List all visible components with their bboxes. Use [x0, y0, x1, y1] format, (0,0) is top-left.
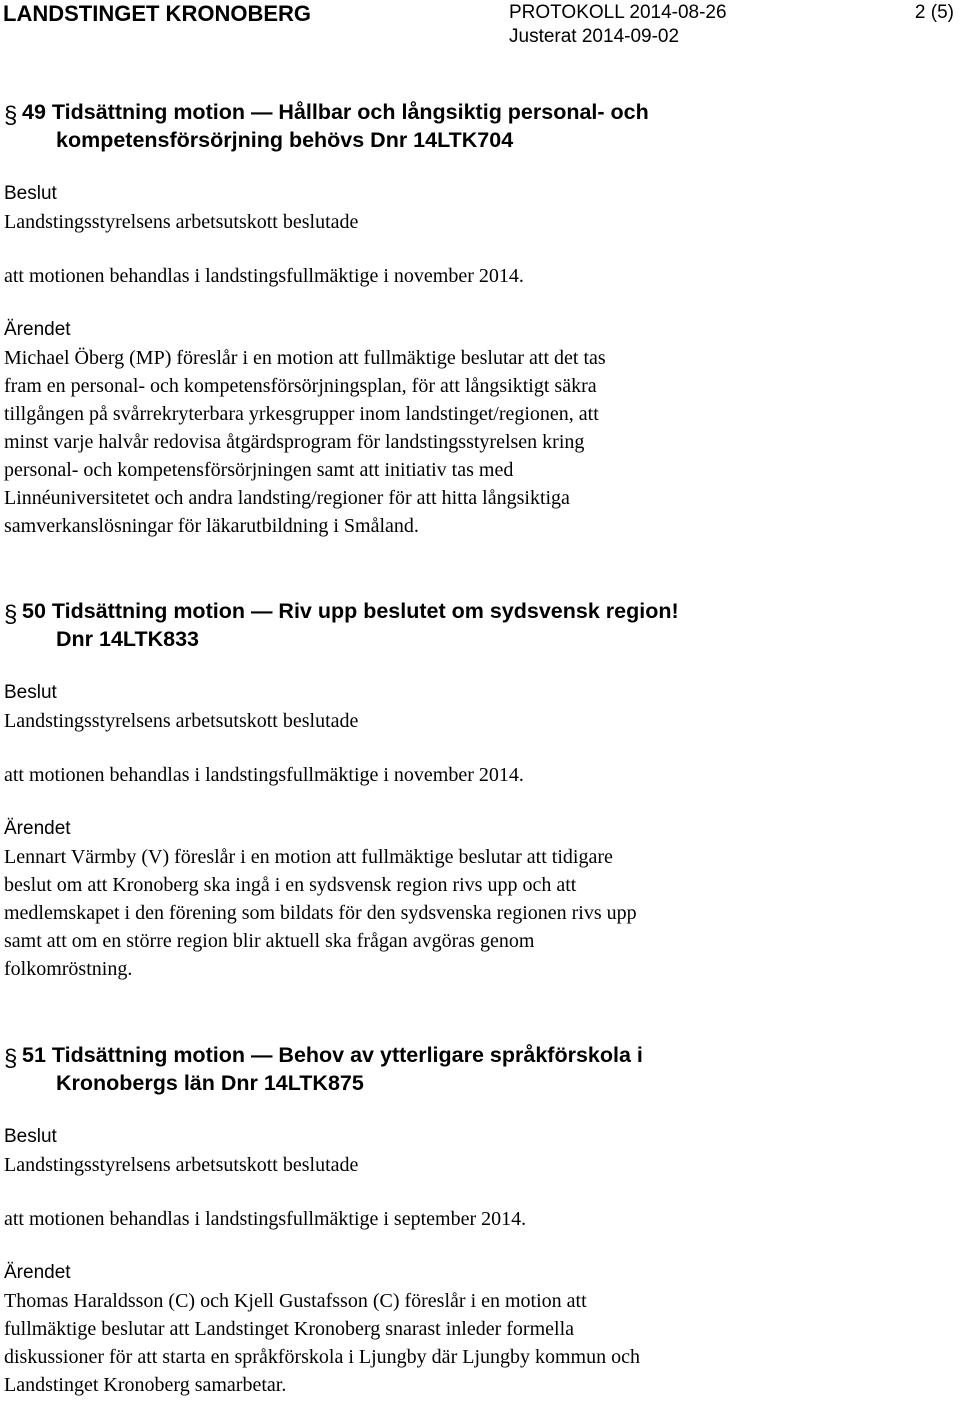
heading-line: Kronobergs län Dnr 14LTK875 — [56, 1071, 364, 1095]
paragraph-symbol: § — [4, 102, 18, 129]
page-number: 2 (5) — [914, 2, 954, 23]
decision-text: att motionen behandlas i landstingsfullmäktige i november 2014. — [4, 265, 524, 287]
matter-line: samverkanslösningar för läkarutbildning i Småland. — [4, 515, 419, 537]
matter-line: fullmäktige beslutar att Landstinget Kronoberg snarast inleder formella — [4, 1318, 575, 1340]
matter-line: fram en personal- och kompetensförsörjningsplan, för att långsiktigt säkra — [4, 375, 597, 397]
decision-label: Beslut — [4, 1126, 57, 1147]
matter-line: Landstinget Kronoberg samarbetar. — [4, 1374, 287, 1396]
matter-line: tillgången på svårrekryterbara yrkesgrupper inom landstinget/regionen, att — [4, 403, 599, 425]
adjusted-date: Justerat 2014-09-02 — [509, 26, 680, 47]
page-header — [0, 0, 960, 50]
decision-text: att motionen behandlas i landstingsfullmäktige i november 2014. — [4, 764, 524, 786]
matter-line: diskussioner för att starta en språkförskola i Ljungby där Ljungby kommun och — [4, 1346, 640, 1368]
decision-text: att motionen behandlas i landstingsfullmäktige i september 2014. — [4, 1208, 527, 1230]
matter-line: beslut om att Kronoberg ska ingå i en sydsvensk region rivs upp och att — [4, 874, 577, 896]
heading-line: 49 Tidsättning motion — Hållbar och långsiktig personal- och — [22, 100, 649, 124]
decision-label: Beslut — [4, 183, 57, 204]
section-49 — [0, 98, 960, 540]
section-heading — [0, 98, 960, 154]
matter-line: minst varje halvår redovisa åtgärdsprogram för landstingsstyrelsen kring — [4, 431, 585, 453]
section-heading — [0, 597, 960, 653]
decision-label: Beslut — [4, 682, 57, 703]
matter-line: medlemskapet i den förening som bildats för den sydsvenska regionen rivs upp — [4, 902, 637, 924]
matter-text — [4, 1287, 960, 1399]
matter-line: personal- och kompetensförsörjningen samt att initiativ tas med — [4, 459, 514, 481]
matter-text — [4, 344, 960, 540]
protocol-date: PROTOKOLL 2014-08-26 — [509, 2, 727, 23]
matter-label: Ärendet — [4, 1262, 71, 1283]
matter-label: Ärendet — [4, 319, 71, 340]
matter-line: Thomas Haraldsson (C) och Kjell Gustafsson (C) föreslår i en motion att — [4, 1290, 587, 1312]
section-heading — [0, 1041, 960, 1097]
decision-body: Landstingsstyrelsens arbetsutskott beslutade — [4, 1154, 359, 1176]
organization-name: LANDSTINGET KRONOBERG — [3, 1, 311, 26]
matter-text — [4, 843, 960, 983]
matter-line: samt att om en större region blir aktuell ska frågan avgöras genom — [4, 930, 535, 952]
heading-line: Dnr 14LTK833 — [56, 627, 199, 651]
heading-line: 50 Tidsättning motion — Riv upp beslutet om sydsvensk region! — [22, 599, 679, 623]
decision-body: Landstingsstyrelsens arbetsutskott beslutade — [4, 211, 359, 233]
matter-line: Lennart Värmby (V) föreslår i en motion att fullmäktige beslutar att tidigare — [4, 846, 613, 868]
matter-line: Michael Öberg (MP) föreslår i en motion att fullmäktige beslutar att det tas — [4, 347, 606, 369]
paragraph-symbol: § — [4, 1045, 18, 1072]
decision-body: Landstingsstyrelsens arbetsutskott beslutade — [4, 710, 359, 732]
matter-line: Linnéuniversitetet och andra landsting/regioner för att hitta långsiktiga — [4, 487, 570, 509]
matter-label: Ärendet — [4, 818, 71, 839]
heading-line: 51 Tidsättning motion — Behov av ytterligare språkförskola i — [22, 1043, 643, 1067]
section-51 — [0, 1041, 960, 1399]
matter-line: folkomröstning. — [4, 958, 133, 980]
heading-line: kompetensförsörjning behövs Dnr 14LTK704 — [56, 128, 514, 152]
paragraph-symbol: § — [4, 601, 18, 628]
section-50 — [0, 597, 960, 983]
